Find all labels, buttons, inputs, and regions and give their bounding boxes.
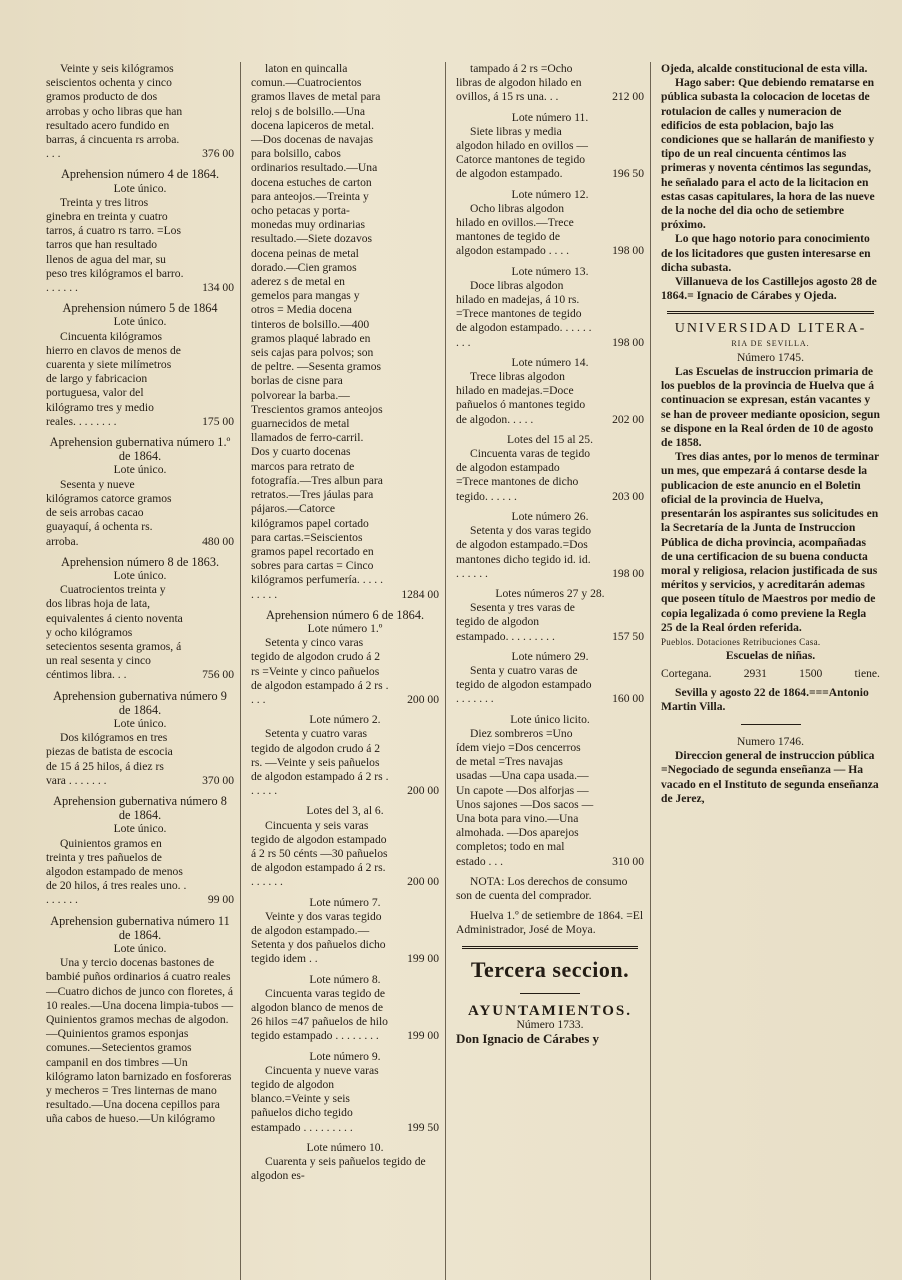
lot-heading: Lote único. (113, 822, 167, 836)
item-text: Senta y cuatro varas de tegido de algodon estampado . . . . . . . (456, 663, 592, 706)
section-heading: Aprehension gubernativa número 1.º de 1864. (49, 435, 231, 464)
lot-heading: Lote único. (113, 941, 167, 955)
section-title: Tercera seccion. (470, 956, 630, 982)
item-text: Siete libras y media algodon hilado en ovillos —Catorce mantones de tegido de algodon estampado. (456, 124, 589, 181)
lot-heading: Lote único licito. (510, 712, 590, 726)
item-text: NOTA: Los derechos de consumo son de cuenta del comprador. (456, 874, 628, 902)
item-text: Doce libras algodon hilado en madejas, á 10 rs. =Trece mantones de tegido de algodon estampado. . . . . . . . . (456, 278, 592, 349)
item-text: tampado á 2 rs =Ocho libras de algodon hilado en ovillos, á 15 rs una. . . (456, 62, 582, 104)
item-amount: 199 00 (407, 952, 439, 966)
item-amount: 175 00 (202, 414, 234, 428)
item-amount: 134 00 (202, 281, 234, 295)
lot-heading: Lote número 13. (511, 264, 589, 278)
column-3 (446, 62, 651, 1280)
list-item (251, 1155, 439, 1183)
item-amount: 370 00 (202, 773, 234, 787)
list-item (456, 601, 644, 644)
lot-heading: Lote número 14. (511, 355, 589, 369)
list-item (251, 910, 439, 967)
lot-heading: Lote número 11. (511, 110, 589, 124)
item-text: Dos kilógramos en tres piezas de batista de escocia de 15 á 25 hilos, á diez rs vara . . . . . . . (46, 731, 173, 787)
item-text: Huelva 1.º de setiembre de 1864. =El Administrador, José de Moya. (456, 909, 644, 937)
alcalde-intro: Ojeda, alcalde constitucional de esta villa. (661, 62, 868, 75)
item-text: Ocho libras algodon hilado en ovillos.—Trece mantones de tegido de algodon estampado . . . . (456, 201, 574, 258)
lot-heading: Lote número 26. (511, 509, 589, 523)
column-2 (241, 62, 446, 1280)
list-item (456, 875, 644, 903)
lot-heading: Lote número 9. (309, 1049, 381, 1063)
item-text: laton en quincalla comun.—Cuatrocientos gramos llaves de metal para reloj s de bolsillo.—Una docena lapiceros de metal.—Dos docenas de navajas para bolsillo, cabos ordinarios resultado.—Una docena estuches de carton para anteojos.—Treinta y ocho petacas y porta-monedas muy ordinarias resultado.—Siete dozavos docena peinas de metal dorado.—Cien gramos aderez s de metal en gemelos para mangas y otros = Media docena tinteros de bolsillo.—400 gramos plaqué labrado en seis cajas para polvos; son de peltre. —Sesenta gramos borlas de cisne para polvorear la barba.—Trescientos gramos anteojos guarnecidos de metal llamados de ferro-carril. Dos y cuarto docenas marcos para retrato de fotografía.—Tres albun para retratos.—Tres jáulas para pájaros.—Catorce kilógramos papel cortado para cartas.=Seiscientos gramos papel recortado en sobres para cartas = Cinco kilógramos perfumería. . . . . . . . . . (251, 62, 384, 601)
lot-heading: Lote número 2. (309, 713, 381, 727)
item-text: Cincuenta y seis varas tegido de algodon estampado á 2 rs 50 cénts —30 pañuelos de algodon estampado á 2 rs. . . . . . . (251, 818, 388, 889)
list-item (251, 62, 439, 602)
item-amount: 212 00 (612, 90, 644, 104)
section-heading: Aprehension gubernativa número 9 de 1864. (53, 688, 227, 717)
list-item (456, 370, 644, 427)
lot-heading: Lote número 7. (309, 895, 381, 909)
instituto-notice: Direccion general de instruccion pública =Negociado de segunda enseñanza — Ha vacado en el Instituto de segunda enseñanza de Jerez, (661, 749, 879, 805)
list-item (46, 583, 234, 682)
section-divider (462, 946, 638, 949)
item-text: Cincuenta kilógramos hierro en clavos de menos de cuarenta y siete milímetros de largo y fabricacion portuguesa, valor del kilógramo tres y medio reales. . . . . . . . (46, 329, 181, 428)
schools-requirements: Tres dias antes, por lo menos de terminar un mes, que empezará á contarse desde la publicacion de este anuncio en el Boletin oficial de la provincia de Huelva, presentarán los aspirantes sus solicitudes en la Secretaría de la Junta de Instruccion Pública de dicha provincia, acompañadas de una certificacion de su buena conducta moral y religiosa, relacion justificada de sus méritos y servicios, y acreditarán ademas que poseen título de Maestros por medio de copia legalizada ó como previene la Regla 25 de la Real órden referida. (661, 450, 879, 634)
item-text: Cincuenta varas de tegido de algodon estampado =Trece mantones de dicho tegido. . . . . . (456, 447, 591, 503)
list-item (46, 731, 234, 788)
list-item (456, 62, 644, 105)
lot-heading: Lote número 29. (511, 649, 589, 663)
item-text: Setenta y cuatro varas tegido de algodon crudo á 2 rs. —Veinte y seis pañuelos de algodon estampado á 2 rs . . . . . . (251, 727, 389, 798)
section-heading: Aprehension número 8 de 1863. (60, 554, 220, 569)
item-amount: 199 00 (407, 1029, 439, 1043)
item-text: Diez sombreros =Uno ídem viejo =Dos cencerros de metal =Tres navajas usadas —Una capa usada.—Un capote —Dos alforjas —Unos sajones —Dos sacos —Una bota para vino.—Una almohada. —Dos aparejos completos; todo en mal estado . . . (456, 726, 594, 868)
item-amount: 310 00 (612, 854, 644, 868)
lot-heading: Lote número 10. (306, 1140, 384, 1154)
lot-heading: Lote único. (113, 716, 167, 730)
schools-signature: Sevilla y agosto 22 de 1864.===Antonio Martin Villa. (661, 685, 869, 713)
lot-heading: Lote único. (113, 181, 167, 195)
columns (36, 62, 894, 1280)
item-text: Setenta y dos varas tegido de algodon estampado.=Dos mantones dicho tegido id. id. . . . . . . (456, 524, 592, 580)
section-heading: Aprehension gubernativa número 11 de 1864. (50, 913, 230, 942)
list-item (251, 1064, 439, 1135)
list-item (46, 62, 234, 161)
lot-heading: Lote único. (113, 315, 167, 329)
list-item (46, 196, 234, 295)
item-text: Sesenta y tres varas de tegido de algodon estampado. . . . . . . . . (456, 601, 575, 643)
list-item (456, 202, 644, 259)
item-amount: 203 00 (612, 489, 644, 503)
item-amount: 196 50 (612, 167, 644, 181)
item-amount: 157 50 (612, 629, 644, 643)
section-heading: Aprehension número 6 de 1864. (265, 607, 425, 622)
lot-heading: Lotes números 27 y 28. (495, 586, 605, 600)
notice-number: Número 1745. (737, 350, 804, 364)
item-text: Quinientos gramos en treinta y tres pañuelos de algodon estampado de menos de 20 hilos, á tres reales uno. . . . . . . . (46, 836, 187, 907)
item-text: Trece libras algodon hilado en madejas.=Doce pañuelos ó mantones tegido de algodon. . . . . (456, 370, 586, 426)
column-4 (651, 62, 886, 1280)
item-text: Cincuenta y nueve varas tegido de algodon blanco.=Veinte y seis pañuelos dicho tegido estampado . . . . . . . . . (251, 1063, 379, 1134)
item-text: Cuarenta y seis pañuelos tegido de algodon es- (251, 1155, 426, 1183)
item-amount: 202 00 (612, 412, 644, 426)
list-item (456, 125, 644, 182)
lot-heading: Lote número 8. (309, 972, 381, 986)
list-item (251, 636, 439, 707)
short-divider (520, 993, 580, 994)
section-heading: Aprehension número 4 de 1864. (60, 167, 220, 182)
lot-heading: Lote número 1.º (307, 621, 383, 635)
item-text: Veinte y dos varas tegido de algodon estampado.—Setenta y dos pañuelos dicho tegido idem . . (251, 909, 386, 966)
list-item (46, 478, 234, 549)
item-text: Treinta y tres litros ginebra en treinta y cuatro tarros, á cuatro rs tarro. =Los tarros que han resultado llenos de agua del mar, su peso tres kilógramos el barro. . . . . . . (46, 195, 184, 295)
item-amount: 200 00 (407, 875, 439, 889)
section-heading: Aprehension gubernativa número 8 de 1864. (53, 793, 227, 823)
schools-table-row (661, 667, 880, 681)
school-dotacion: 2931 (743, 667, 767, 681)
item-text: Cincuenta varas tegido de algodon blanco de menos de 26 hilos =47 pañuelos de hilo tegido estampado . . . . . . . . (251, 986, 388, 1043)
school-town: Cortegana. (661, 667, 712, 681)
section-divider (667, 311, 874, 314)
notice-number-2: Numero 1746. (737, 734, 804, 748)
schools-notice: Las Escuelas de instruccion primaria de los pueblos de la provincia de Huelva que á continuacion se expresan, están vacantes y se han de proveer mediante oposicion, segun se dispone en la Real órden de 10 de agosto de 1858. (661, 365, 880, 450)
notice-body-2: Lo que hago notorio para conocimiento de los licitadores que gusten interesarse en dicha subasta. (661, 232, 871, 274)
list-item (46, 956, 234, 1126)
notice-signature: Villanueva de los Castillejos agosto 28 de 1864.= Ignacio de Cárabes y Ojeda. (661, 275, 877, 303)
item-amount: 198 00 (612, 335, 644, 349)
alcalde-name: Don Ignacio de Cárabes y (456, 1030, 600, 1046)
list-item (456, 727, 644, 869)
column-1 (36, 62, 241, 1280)
ayuntamientos-heading: AYUNTAMIENTOS. (467, 1002, 632, 1019)
notice-body: Hago saber: Que debiendo rematarse en pública subasta la colocacion de locetas de rotulacion de calles y numeracion de edificios de esta poblacion, bajo las condiciones que se hallarán de manifiesto y tipo de un real cincuenta céntimos las primeras y noventa céntimos las segundas, he señalado para el acto de la licitacion en estas casas capitulares, la hora de las nueve de la noche del dia ocho de setiembre próximo. (661, 76, 875, 232)
item-amount: 200 00 (407, 784, 439, 798)
list-item (456, 524, 644, 581)
lot-heading: Lote número 12. (511, 187, 589, 201)
short-divider (741, 724, 801, 725)
schools-table-header: Pueblos. Dotaciones Retribuciones Casa. (661, 636, 821, 647)
list-item (456, 279, 644, 350)
item-amount: 198 00 (612, 566, 644, 580)
university-subheading: RIA DE SEVILLA. (731, 338, 810, 348)
item-amount: 1284 00 (401, 587, 439, 601)
item-amount: 160 00 (612, 692, 644, 706)
list-item (456, 909, 644, 937)
item-amount: 99 00 (207, 893, 234, 907)
list-item (46, 837, 234, 908)
item-text: Setenta y cinco varas tegido de algodon crudo á 2 rs =Veinte y cinco pañuelos de algodon estampado á 2 rs . . . . (251, 636, 389, 706)
lot-heading: Lote único. (113, 568, 167, 582)
item-amount: 200 00 (407, 692, 439, 706)
list-item (456, 664, 644, 707)
school-retribucion: 1500 (799, 667, 823, 681)
item-amount: 376 00 (202, 147, 234, 161)
item-text: Una y tercio docenas bastones de bambié puños ordinarios á cuatro reales —Cuatro dichos de junco con floretes, á 10 reales.—Una docena limpia-tubos —Quinientos gramos mechas de algodon.—Quinientos gramos esponjas comunes.—Setecientos gramos campanil en dos timbres —Un kilógramo laton barnizado en fosforeras y mecheros = Tres linternas de mano resultado.—Una docena cepillos para uña cabos de hueso.—Un kilógramo (46, 956, 234, 1126)
section-heading: Aprehension número 5 de 1864 (62, 301, 218, 316)
item-amount: 198 00 (612, 244, 644, 258)
item-text: Veinte y seis kilógramos seiscientos ochenta y cinco gramos producto de dos arrobas y ocho libras que han resultado acero fundido en barras, á cincuenta rs arroba. . . . (46, 62, 183, 161)
lot-heading: Lotes del 3, al 6. (306, 804, 384, 818)
lot-heading: Número 1733. (516, 1017, 584, 1031)
item-text: Sesenta y nueve kilógramos catorce gramos de seis arrobas cacao guayaquí, á ochenta rs. arroba. (46, 477, 172, 548)
school-casa: tiene. (854, 667, 880, 681)
item-amount: 199 50 (407, 1120, 439, 1134)
list-item (251, 987, 439, 1044)
item-amount: 756 00 (202, 668, 234, 682)
list-item (456, 447, 644, 504)
item-amount: 480 00 (202, 534, 234, 548)
schools-girls-heading: Escuelas de niñas. (725, 649, 816, 663)
list-item (46, 330, 234, 429)
university-heading: UNIVERSIDAD LITERA- (674, 321, 867, 337)
list-item (251, 819, 439, 890)
lot-heading: Lotes del 15 al 25. (507, 432, 593, 446)
list-item (251, 727, 439, 798)
lot-heading: Lote único. (113, 463, 167, 477)
item-text: Cuatrocientos treinta y dos libras hoja de lata, equivalentes á ciento noventa y ocho kilógramos setecientos sesenta gramos, á un real sesenta y cinco céntimos libra. . . (46, 583, 183, 682)
